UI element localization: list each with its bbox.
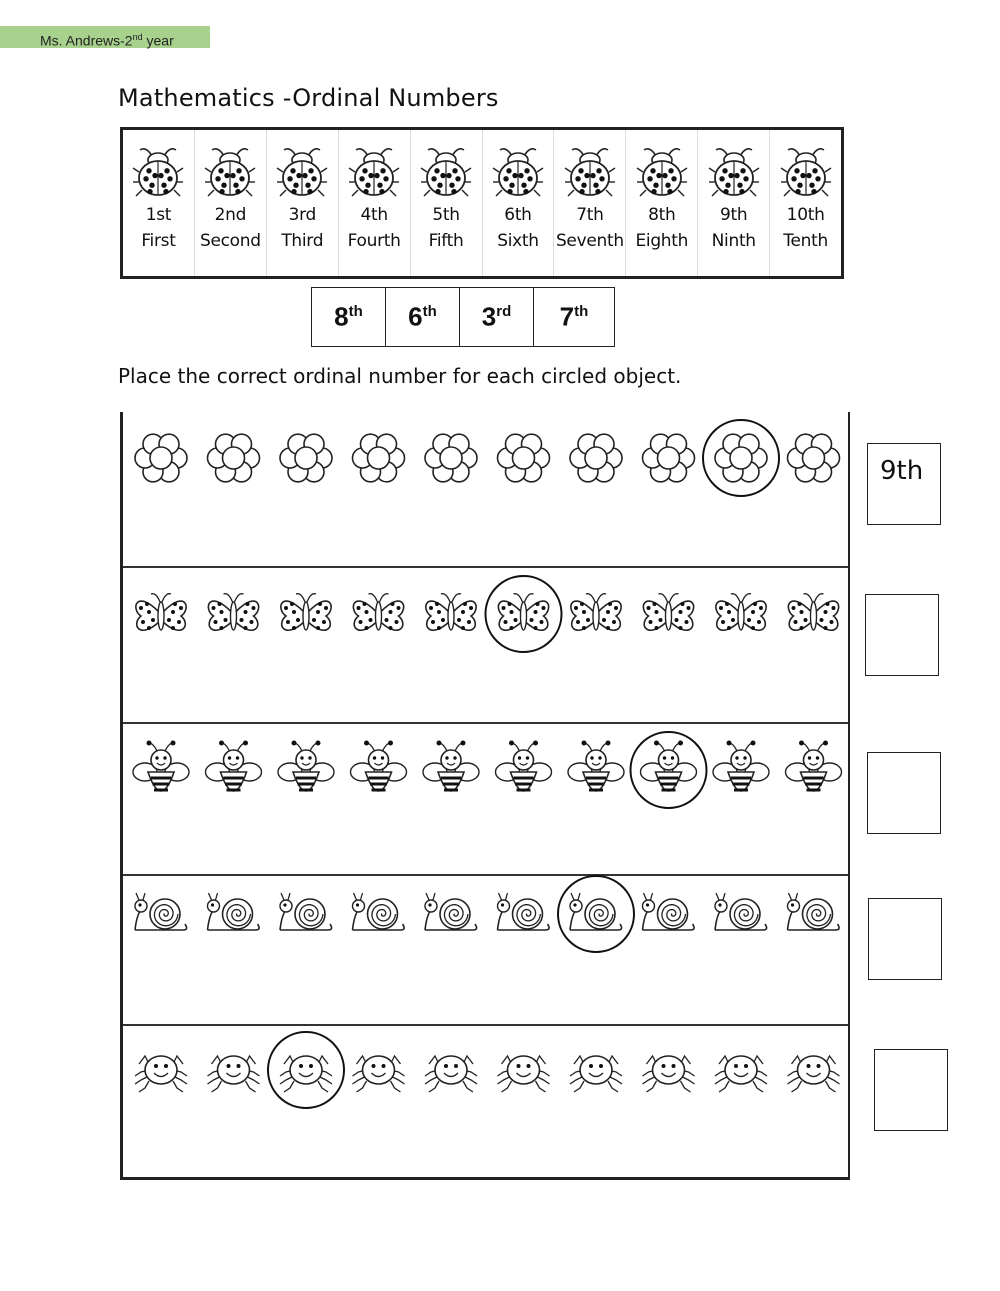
bee-icon [133, 741, 189, 792]
answer-tile-number: 7 [559, 301, 575, 332]
butterfly-icon [788, 594, 838, 631]
ladybug-icon [493, 149, 543, 196]
ordinal-reference-cell [626, 130, 698, 276]
ladybug-icon [133, 149, 183, 196]
ordinal-number: 7th [576, 205, 604, 225]
spider-icon [498, 1056, 550, 1092]
ordinal-reference-cell [339, 130, 411, 276]
spider-icon [135, 1056, 187, 1092]
exercise-rows [120, 412, 850, 1180]
answer-tile-bank [311, 287, 615, 347]
ordinal-word: Seventh [555, 231, 624, 251]
ordinal-number: 3rd [288, 205, 316, 225]
answer-tile-number: 6 [408, 301, 423, 332]
snail-icon [570, 893, 622, 930]
flower-icon [425, 434, 477, 482]
ordinal-number: 5th [432, 205, 460, 225]
ordinal-reference-cell [123, 130, 195, 276]
snail-icon [135, 893, 187, 930]
flower-icon [715, 434, 767, 482]
butterfly-icon [208, 594, 258, 631]
spider-icon [425, 1056, 477, 1092]
answer-drop-box[interactable] [874, 1049, 948, 1131]
ordinal-number: 9th [720, 205, 748, 225]
snail-icon [353, 893, 405, 930]
ordinal-word: Ninth [711, 231, 756, 251]
flower-icon [570, 434, 622, 482]
spider-icon [570, 1056, 622, 1092]
answer-drop-box[interactable] [867, 752, 941, 834]
bee-icon [641, 741, 697, 792]
bee-icon [568, 741, 624, 792]
ladybug-icon [709, 149, 759, 196]
bee-icon [496, 741, 552, 792]
flower-icon [498, 434, 550, 482]
ladybug-icon [205, 149, 255, 196]
butterfly-icon [498, 594, 548, 631]
answer-tile[interactable] [534, 288, 614, 346]
ordinal-reference-cell [411, 130, 483, 276]
exercise-row [123, 1024, 848, 1177]
ordinal-reference-cell [195, 130, 267, 276]
ordinal-word: Eighth [635, 231, 689, 251]
ordinal-number: 6th [504, 205, 532, 225]
answer-tile-suffix: rd [496, 303, 512, 320]
butterfly-icon [643, 594, 693, 631]
ladybug-icon [565, 149, 615, 196]
flower-icon [280, 434, 332, 482]
answer-tile-suffix: th [574, 303, 589, 320]
ordinal-reference-cell [267, 130, 339, 276]
answer-tile[interactable] [460, 288, 534, 346]
ladybug-icon [277, 149, 327, 196]
ladybug-icon [781, 149, 831, 196]
ordinal-word: Fourth [347, 231, 401, 251]
bee-icon [786, 741, 842, 792]
ordinal-reference-cell [770, 130, 841, 276]
ordinal-number: 2nd [214, 205, 247, 225]
spider-icon [353, 1056, 405, 1092]
bee-icon [206, 741, 262, 792]
ordinal-reference-cell [483, 130, 555, 276]
bee-icon [278, 741, 334, 792]
butterfly-icon [571, 594, 621, 631]
flower-icon [643, 434, 695, 482]
answer-drop-box[interactable]: 9th [867, 443, 941, 525]
ordinal-number: 10th [786, 205, 825, 225]
spider-icon [715, 1056, 767, 1092]
butterfly-icon [353, 594, 403, 631]
butterfly-icon [136, 594, 186, 631]
snail-icon [715, 893, 767, 930]
flower-icon [135, 434, 187, 482]
snail-icon [498, 893, 550, 930]
butterfly-icon [716, 594, 766, 631]
ladybug-icon [349, 149, 399, 196]
flower-icon [208, 434, 260, 482]
ordinal-word: Sixth [497, 231, 539, 251]
teacher-tag: Ms. Andrews-2nd year [0, 26, 210, 48]
instruction: Place the correct ordinal number for each circled object. [118, 364, 682, 388]
snail-icon [788, 893, 840, 930]
answer-drop-box[interactable] [868, 898, 942, 980]
answer-drop-box[interactable] [865, 594, 939, 676]
snail-icon [208, 893, 260, 930]
ordinal-reference-cell [554, 130, 626, 276]
ordinal-reference-cell [698, 130, 770, 276]
spider-icon [643, 1056, 695, 1092]
answer-tile[interactable] [312, 288, 386, 346]
bee-icon [423, 741, 479, 792]
ladybug-icon [421, 149, 471, 196]
spider-icon [788, 1056, 840, 1092]
ordinal-word: Third [281, 231, 324, 251]
answer-tile-suffix: th [422, 303, 437, 320]
flower-icon [353, 434, 405, 482]
ordinal-reference-strip [120, 127, 844, 279]
ordinal-word: First [141, 231, 176, 251]
exercise-row [123, 722, 848, 876]
butterfly-icon [281, 594, 331, 631]
ordinal-number: 1st [145, 205, 172, 225]
snail-icon [425, 893, 477, 930]
answer-tile-suffix: th [348, 303, 363, 320]
exercise-row [123, 566, 848, 724]
spider-icon [208, 1056, 260, 1092]
snail-icon [280, 893, 332, 930]
ordinal-word: Second [199, 231, 261, 251]
page-title: Mathematics -Ordinal Numbers [118, 84, 499, 112]
answer-tile-number: 8 [334, 301, 349, 332]
answer-tile[interactable] [386, 288, 460, 346]
answer-tile-number: 3 [481, 301, 497, 332]
ordinal-number: 8th [648, 205, 676, 225]
flower-icon [788, 434, 840, 482]
bee-icon [351, 741, 407, 792]
exercise-row [123, 412, 848, 568]
spider-icon [280, 1056, 332, 1092]
butterfly-icon [426, 594, 476, 631]
bee-icon [713, 741, 769, 792]
ordinal-word: Tenth [783, 231, 828, 251]
ordinal-number: 4th [360, 205, 388, 225]
snail-icon [643, 893, 695, 930]
exercise-row [123, 874, 848, 1026]
ordinal-word: Fifth [428, 231, 464, 251]
ladybug-icon [637, 149, 687, 196]
